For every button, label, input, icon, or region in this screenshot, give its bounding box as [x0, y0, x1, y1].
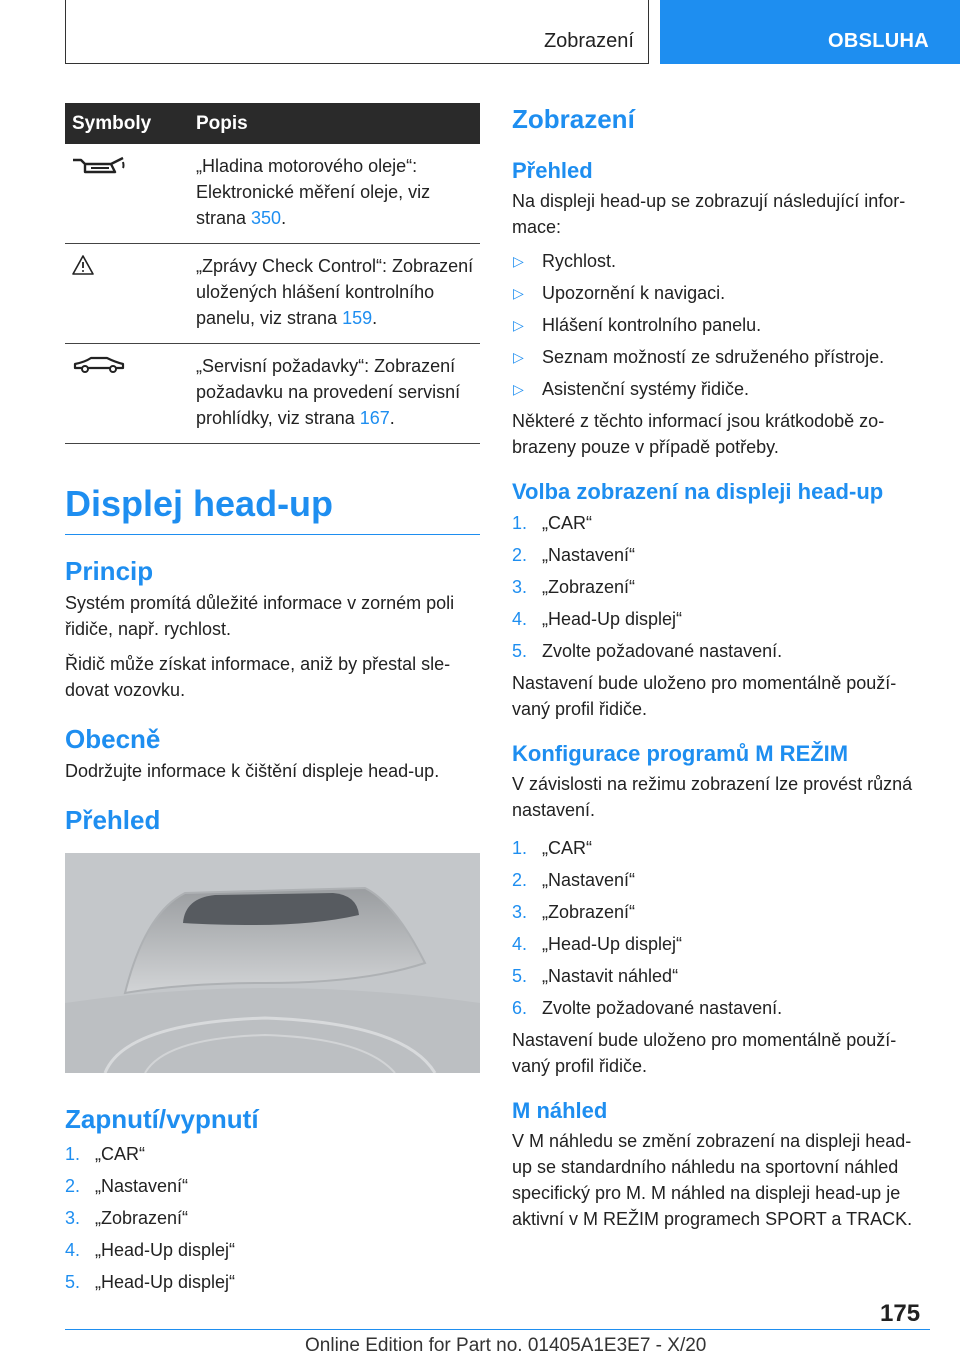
description-end: . [281, 208, 287, 228]
table-header-description: Popis [196, 112, 248, 134]
table-row [65, 244, 480, 344]
list-item [512, 963, 927, 989]
step-number: 4. [512, 934, 528, 954]
step-text: Zvolte požadované nastavení. [542, 641, 783, 661]
step-number: 4. [65, 1240, 81, 1260]
step-number: 1. [65, 1144, 81, 1164]
page-number: 175 [880, 1300, 921, 1327]
list-item [512, 510, 927, 536]
list-item [512, 606, 927, 632]
description-end: . [372, 308, 378, 328]
bullet-text: Seznam možností ze sdruženého přístroje. [542, 347, 885, 367]
page-ref-link[interactable]: 159 [342, 308, 373, 328]
step-text: „Head-Up displej“ [95, 1240, 236, 1260]
service-car-icon [71, 354, 127, 376]
triangle-bullet-icon: ▷ [513, 349, 524, 365]
oil-level-icon [71, 154, 127, 176]
princip-paragraph-1: Systém promítá důležité informace v zorném poli řidiče, např. rychlost. [65, 593, 455, 639]
list-item [512, 931, 927, 957]
list-item [65, 1269, 480, 1295]
triangle-bullet-icon: ▷ [513, 285, 524, 301]
heading-volba: Volba zobrazení na displeji head-up [512, 479, 884, 504]
step-text: „Nastavení“ [542, 545, 636, 565]
list-item [512, 542, 927, 568]
page-ref-link[interactable]: 167 [359, 408, 390, 428]
right-column [512, 103, 927, 1232]
volba-steps-list [512, 510, 927, 664]
list-item [512, 280, 927, 306]
table-header-row [65, 103, 480, 144]
bullet-text: Upozornění k navigaci. [542, 283, 726, 303]
step-number: 2. [512, 545, 528, 565]
header-chapter-label: OBSLUHA [828, 30, 929, 52]
description-text: „Servisní požadavky“: Zobrazení požadavku na provedení servisní prohlídky, viz strana [196, 356, 461, 428]
bullet-text: Rychlost. [542, 251, 617, 271]
konfigurace-paragraph-2: Nastavení bude uloženo pro momentálně používaný profil řidiče. [512, 1030, 897, 1076]
header-section-tab [65, 0, 649, 64]
triangle-bullet-icon: ▷ [513, 317, 524, 333]
triangle-bullet-icon: ▷ [513, 381, 524, 397]
list-item [65, 1141, 480, 1167]
heading-zobrazeni: Zobrazení [512, 104, 635, 134]
description-text: „Hladina motorového oleje“: Elektronické měření oleje, viz strana [196, 156, 431, 228]
step-text: „Nastavení“ [542, 870, 636, 890]
table-row [65, 344, 480, 444]
symbols-table [65, 103, 480, 444]
table-cell-description [196, 144, 480, 244]
prehled-bullets [512, 248, 927, 402]
list-item [512, 638, 927, 664]
footer-edition: Online Edition for Part no. 01405A1E3E7 - X/20 [305, 1335, 707, 1356]
step-number: 4. [512, 609, 528, 629]
triangle-bullet-icon: ▷ [513, 253, 524, 269]
step-number: 3. [65, 1208, 81, 1228]
step-number: 2. [512, 870, 528, 890]
step-number: 3. [512, 577, 528, 597]
step-number: 3. [512, 902, 528, 922]
table-cell-description [196, 244, 480, 344]
description-text: „Zprávy Check Control“: Zobrazení uložených hlášení kontrolního panelu, viz strana [196, 256, 474, 328]
m-nahled-paragraph: V M náhledu se změní zobrazení na displeji head-up se standardního náhledu na sportovní náhled specifický pro M. M náhled na displeji head-up je aktivní v M REŽIM programech SPORT a TRACK. [512, 1131, 913, 1229]
list-item [65, 1205, 480, 1231]
list-item [512, 344, 927, 370]
step-text: „CAR“ [95, 1144, 145, 1164]
left-column [65, 103, 480, 1301]
list-item [65, 1173, 480, 1199]
step-number: 1. [512, 513, 528, 533]
list-item [512, 376, 927, 402]
volba-paragraph: Nastavení bude uloženo pro momentálně používaný profil řidiče. [512, 673, 897, 719]
list-item [512, 867, 927, 893]
step-text: Zvolte požadované nastavení. [542, 998, 783, 1018]
step-text: „Head-Up displej“ [542, 609, 683, 629]
list-item [65, 1237, 480, 1263]
list-item [512, 574, 927, 600]
konfigurace-steps-list [512, 835, 927, 1021]
table-cell-icon [65, 144, 196, 244]
list-item [512, 995, 927, 1021]
step-text: „Zobrazení“ [542, 577, 636, 597]
step-text: „Nastavení“ [95, 1176, 189, 1196]
step-text: „Head-Up displej“ [95, 1272, 236, 1292]
bullet-text: Hlášení kontrolního panelu. [542, 315, 762, 335]
step-text: „Zobrazení“ [95, 1208, 189, 1228]
konfigurace-paragraph: V závislosti na režimu zobrazení lze provést různá nastavení. [512, 774, 913, 820]
list-item [512, 248, 927, 274]
step-number: 6. [512, 998, 528, 1018]
head-up-display-photo [65, 853, 480, 1073]
heading-obecne: Obecně [65, 724, 161, 754]
step-text: „Zobrazení“ [542, 902, 636, 922]
step-number: 5. [512, 966, 528, 986]
table-cell-icon [65, 344, 196, 444]
step-text: „CAR“ [542, 513, 592, 533]
step-number: 5. [65, 1272, 81, 1292]
page-title: Displej head-up [65, 482, 480, 535]
step-text: „CAR“ [542, 838, 592, 858]
description-end: . [389, 408, 395, 428]
header-chapter-tab [660, 0, 960, 64]
table-cell-description [196, 344, 480, 444]
step-number: 5. [512, 641, 528, 661]
prehled-paragraph-2: Některé z těchto informací jsou krátkodobě zobrazeny pouze v případě potřeby. [512, 411, 885, 457]
list-item [512, 899, 927, 925]
obecne-paragraph: Dodržujte informace k čištění displeje head-up. [65, 761, 440, 781]
page-ref-link[interactable]: 350 [251, 208, 282, 228]
prehled-paragraph: Na displeji head-up se zobrazují následující informace: [512, 191, 906, 237]
step-number: 2. [65, 1176, 81, 1196]
table-header-symbols: Symboly [72, 112, 152, 134]
step-number: 1. [512, 838, 528, 858]
header-section-label: Zobrazení [543, 30, 634, 52]
warning-triangle-icon [71, 254, 95, 276]
list-item [512, 835, 927, 861]
step-text: „Head-Up displej“ [542, 934, 683, 954]
heading-prehled-right: Přehled [512, 158, 593, 183]
table-cell-icon [65, 244, 196, 344]
heading-prehled: Přehled [65, 805, 161, 835]
list-item [512, 312, 927, 338]
heading-konfigurace: Konfigurace programů M REŽIM [512, 741, 849, 766]
princip-paragraph-2: Řidič může získat informace, aniž by přestal sledovat vozovku. [65, 654, 451, 700]
heading-zapnuti: Zapnutí/vypnutí [65, 1104, 259, 1134]
footer-divider [65, 1329, 930, 1330]
table-row [65, 144, 480, 244]
bullet-text: Asistenční systémy řidiče. [542, 379, 750, 399]
heading-princip: Princip [65, 556, 154, 586]
heading-m-nahled: M náhled [512, 1098, 608, 1123]
zapnuti-steps-list [65, 1141, 480, 1295]
dashboard-illustration [65, 853, 480, 1073]
step-text: „Nastavit náhled“ [542, 966, 679, 986]
